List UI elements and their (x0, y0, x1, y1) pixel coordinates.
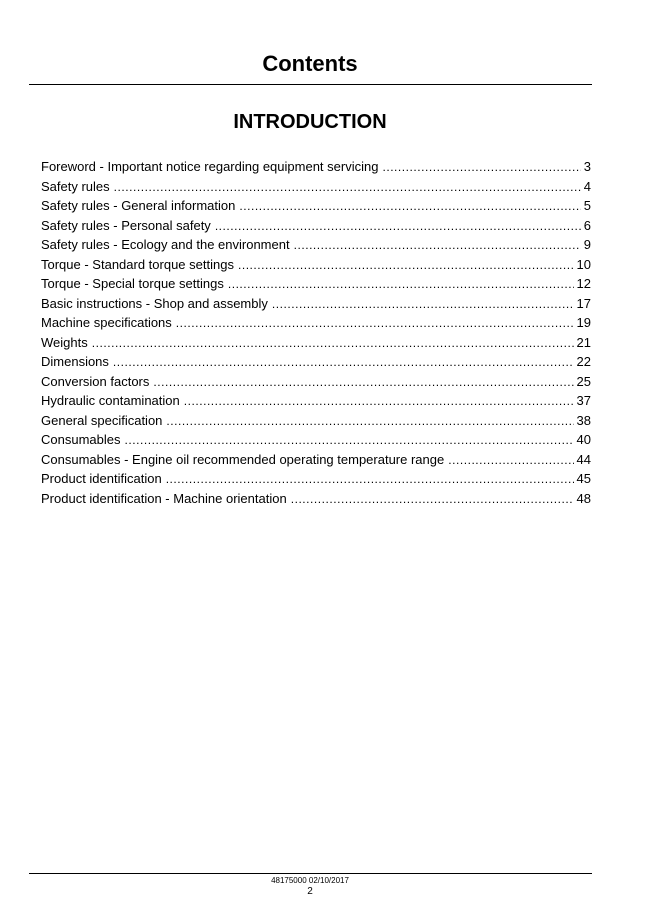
toc-entry[interactable] (41, 196, 591, 216)
toc-entry[interactable] (41, 294, 591, 314)
toc-entry-label: Torque - Special torque settings (41, 276, 224, 291)
toc-dot-leader (382, 158, 580, 178)
toc-entry-page: 17 (576, 295, 591, 311)
toc-dot-leader (448, 451, 573, 471)
toc-dot-leader (228, 275, 574, 295)
toc-dot-leader (291, 490, 574, 510)
toc-entry-page: 40 (576, 432, 591, 447)
toc-entry-label: General specification (41, 412, 163, 428)
toc-entry-label: Safety rules (41, 178, 110, 194)
toc-entry[interactable] (41, 411, 591, 431)
table-of-contents (41, 157, 591, 508)
page-title: Contents (262, 51, 358, 76)
toc-entry-page: 25 (576, 373, 591, 389)
toc-dot-leader (238, 256, 574, 276)
toc-entry[interactable] (41, 255, 591, 275)
toc-entry[interactable] (41, 313, 591, 333)
toc-entry-page: 22 (576, 354, 591, 369)
toc-entry-label: Machine specifications (41, 315, 172, 330)
toc-entry-page: 21 (576, 334, 591, 350)
toc-dot-leader (166, 470, 574, 490)
toc-entry-label: Consumables (41, 432, 121, 447)
section-title: INTRODUCTION (233, 111, 387, 133)
toc-entry-page: 9 (583, 237, 591, 252)
toc-entry-page: 44 (576, 451, 591, 467)
toc-entry[interactable] (41, 177, 591, 197)
toc-entry-label: Safety rules - General information (41, 198, 236, 213)
toc-dot-leader (113, 353, 574, 373)
toc-entry-label: Foreword - Important notice regarding equipment servicing (41, 159, 379, 174)
toc-entry-label: Dimensions (41, 354, 109, 369)
toc-entry-label: Weights (41, 334, 88, 350)
toc-entry-page: 12 (576, 276, 591, 291)
toc-entry-page: 5 (583, 198, 591, 213)
footer-page-number: 2 (307, 886, 313, 897)
toc-entry[interactable] (41, 391, 591, 411)
toc-dot-leader (114, 178, 581, 198)
toc-entry-label: Consumables - Engine oil recommended operating temperature range (41, 451, 445, 467)
toc-entry-page: 19 (576, 315, 591, 330)
toc-dot-leader (92, 334, 574, 354)
toc-dot-leader (176, 314, 574, 334)
toc-entry[interactable] (41, 352, 591, 372)
footer-document-code: 48175000 02/10/2017 (271, 876, 349, 885)
toc-entry[interactable] (41, 274, 591, 294)
toc-entry-label: Hydraulic contamination (41, 393, 180, 408)
toc-entry-label: Safety rules - Personal safety (41, 217, 211, 233)
footer-divider (29, 873, 592, 874)
toc-dot-leader (294, 236, 581, 256)
toc-entry-page: 48 (576, 490, 591, 506)
toc-dot-leader (125, 431, 574, 451)
toc-entry[interactable] (41, 450, 591, 470)
toc-entry[interactable] (41, 430, 591, 450)
toc-entry-page: 6 (583, 217, 591, 233)
toc-entry-label: Product identification (41, 471, 162, 486)
toc-entry-page: 38 (576, 412, 591, 428)
toc-dot-leader (215, 217, 581, 237)
header-divider (29, 84, 592, 85)
toc-entry[interactable] (41, 489, 591, 509)
toc-entry[interactable] (41, 157, 591, 177)
toc-dot-leader (153, 373, 573, 393)
toc-entry-label: Safety rules - Ecology and the environment (41, 237, 290, 252)
toc-entry-page: 45 (576, 471, 591, 486)
toc-dot-leader (272, 295, 574, 315)
toc-entry-label: Basic instructions - Shop and assembly (41, 295, 268, 311)
toc-entry-label: Conversion factors (41, 373, 150, 389)
toc-dot-leader (166, 412, 573, 432)
toc-entry-page: 3 (583, 159, 591, 174)
toc-entry[interactable] (41, 469, 591, 489)
toc-entry-page: 4 (583, 178, 591, 194)
toc-entry[interactable] (41, 333, 591, 353)
toc-entry[interactable] (41, 216, 591, 236)
toc-entry-label: Torque - Standard torque settings (41, 256, 234, 272)
toc-entry-page: 37 (576, 393, 591, 408)
toc-entry[interactable] (41, 372, 591, 392)
toc-dot-leader (184, 392, 574, 412)
toc-entry-page: 10 (576, 256, 591, 272)
toc-entry-label: Product identification - Machine orientation (41, 490, 287, 506)
toc-dot-leader (239, 197, 580, 217)
toc-entry[interactable] (41, 235, 591, 255)
